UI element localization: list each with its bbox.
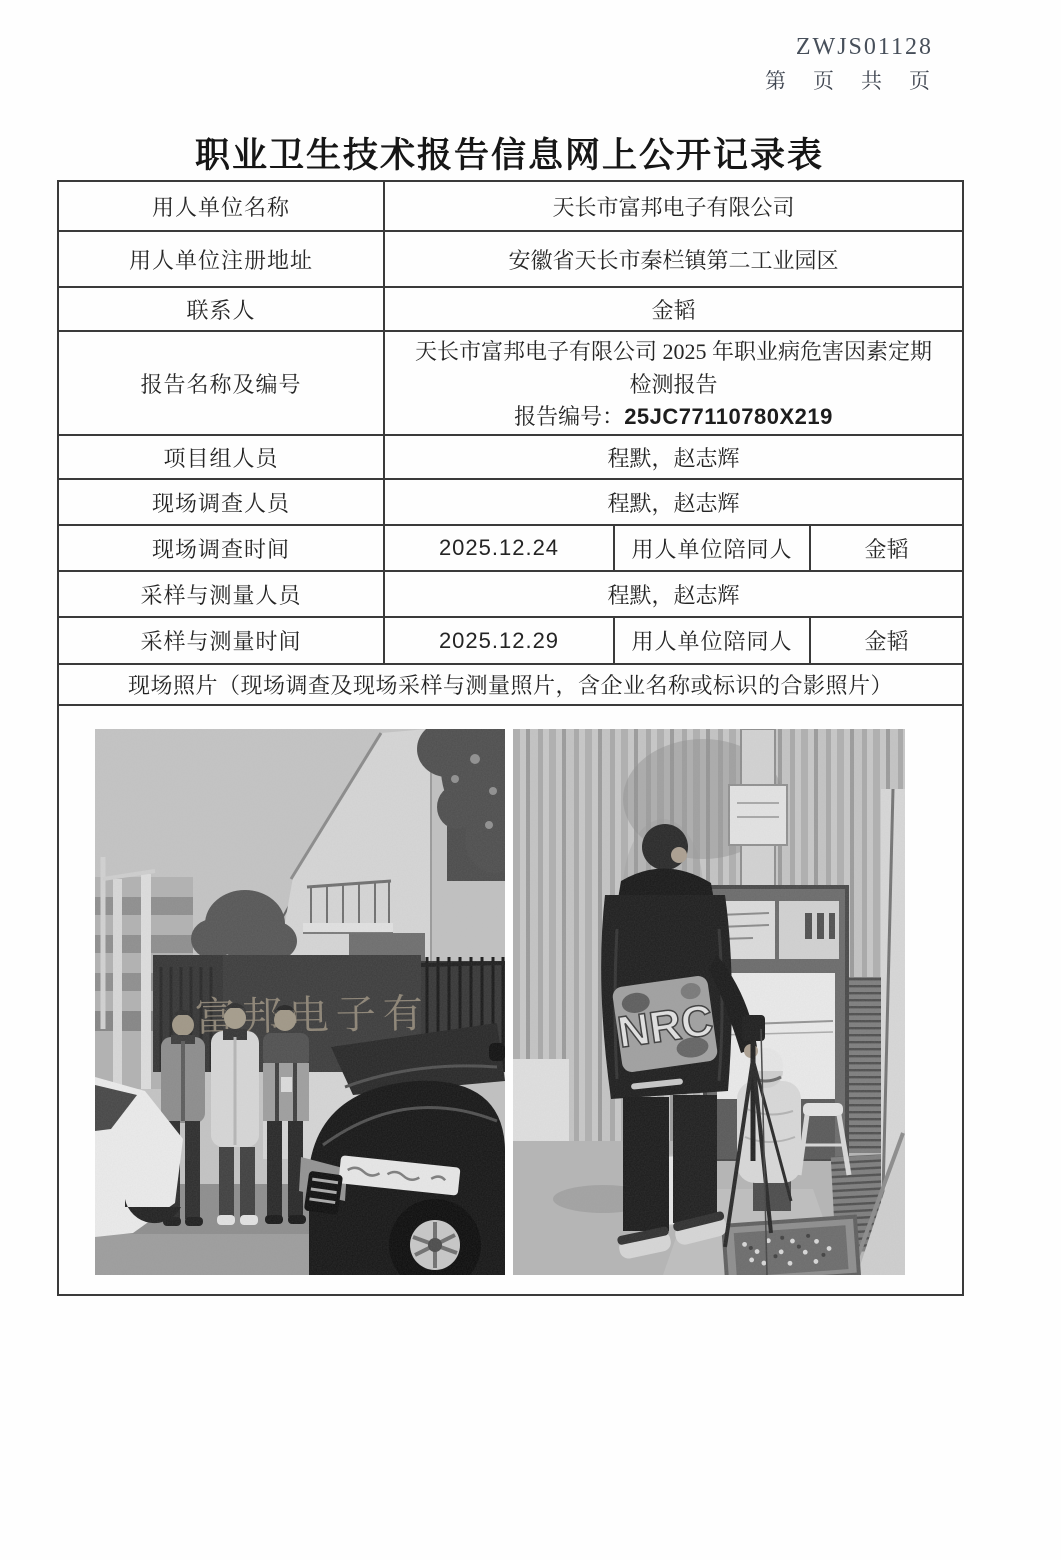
row-project-team — [58, 435, 963, 479]
contact-value: 金韬 — [384, 287, 963, 331]
survey-time-value: 2025.12.24 — [384, 525, 614, 571]
sampling-staff-value: 程默，赵志辉 — [384, 571, 963, 617]
report-name-value — [384, 331, 963, 435]
employer-address-value: 安徽省天长市秦栏镇第二工业园区 — [384, 231, 963, 287]
sampling-companion-value: 金韬 — [810, 617, 963, 664]
photos-header: 现场照片（现场调查及现场采样与测量照片，含企业名称或标识的合影照片） — [58, 664, 963, 705]
employer-name-value: 天长市富邦电子有限公司 — [384, 181, 963, 231]
sampling-time-label: 采样与测量时间 — [58, 617, 384, 664]
row-photos-header — [58, 664, 963, 705]
page-number-line: 第 页 共 页 — [765, 69, 933, 93]
employer-name-label: 用人单位名称 — [58, 181, 384, 231]
sampling-time-value: 2025.12.29 — [384, 617, 614, 664]
employer-address-label: 用人单位注册地址 — [58, 231, 384, 287]
survey-companion-value: 金韬 — [810, 525, 963, 571]
photos-cell — [58, 705, 963, 1295]
project-team-value: 程默，赵志辉 — [384, 435, 963, 479]
row-sampling-staff — [58, 571, 963, 617]
report-name-line1: 天长市富邦电子有限公司 2025 年职业病危害因素定期 — [415, 338, 933, 364]
report-name-label: 报告名称及编号 — [58, 331, 384, 435]
row-report-name — [58, 331, 963, 435]
row-photos — [58, 705, 963, 1295]
document-code: ZWJS01128 — [795, 34, 933, 60]
page-header — [765, 34, 933, 95]
survey-staff-label: 现场调查人员 — [58, 479, 384, 525]
row-employer-name — [58, 181, 963, 231]
record-table — [57, 180, 964, 1296]
survey-companion-label: 用人单位陪同人 — [614, 525, 810, 571]
page-title: 职业卫生技术报告信息网上公开记录表 — [194, 136, 824, 175]
row-contact — [58, 287, 963, 331]
report-number-label: 报告编号： — [514, 403, 625, 429]
project-team-label: 项目组人员 — [58, 435, 384, 479]
row-sampling-time — [58, 617, 963, 664]
site-photo-sampling — [513, 729, 905, 1275]
site-photo-group — [95, 729, 505, 1275]
survey-time-label: 现场调查时间 — [58, 525, 384, 571]
report-number: 25JC77110780X219 — [624, 403, 833, 429]
report-name-line2: 检测报告 — [629, 371, 718, 397]
row-survey-time — [58, 525, 963, 571]
row-survey-staff — [58, 479, 963, 525]
sampling-staff-label: 采样与测量人员 — [58, 571, 384, 617]
report-number-line — [389, 402, 958, 432]
sampling-companion-label: 用人单位陪同人 — [614, 617, 810, 664]
row-employer-address — [58, 231, 963, 287]
contact-label: 联系人 — [58, 287, 384, 331]
survey-staff-value: 程默，赵志辉 — [384, 479, 963, 525]
